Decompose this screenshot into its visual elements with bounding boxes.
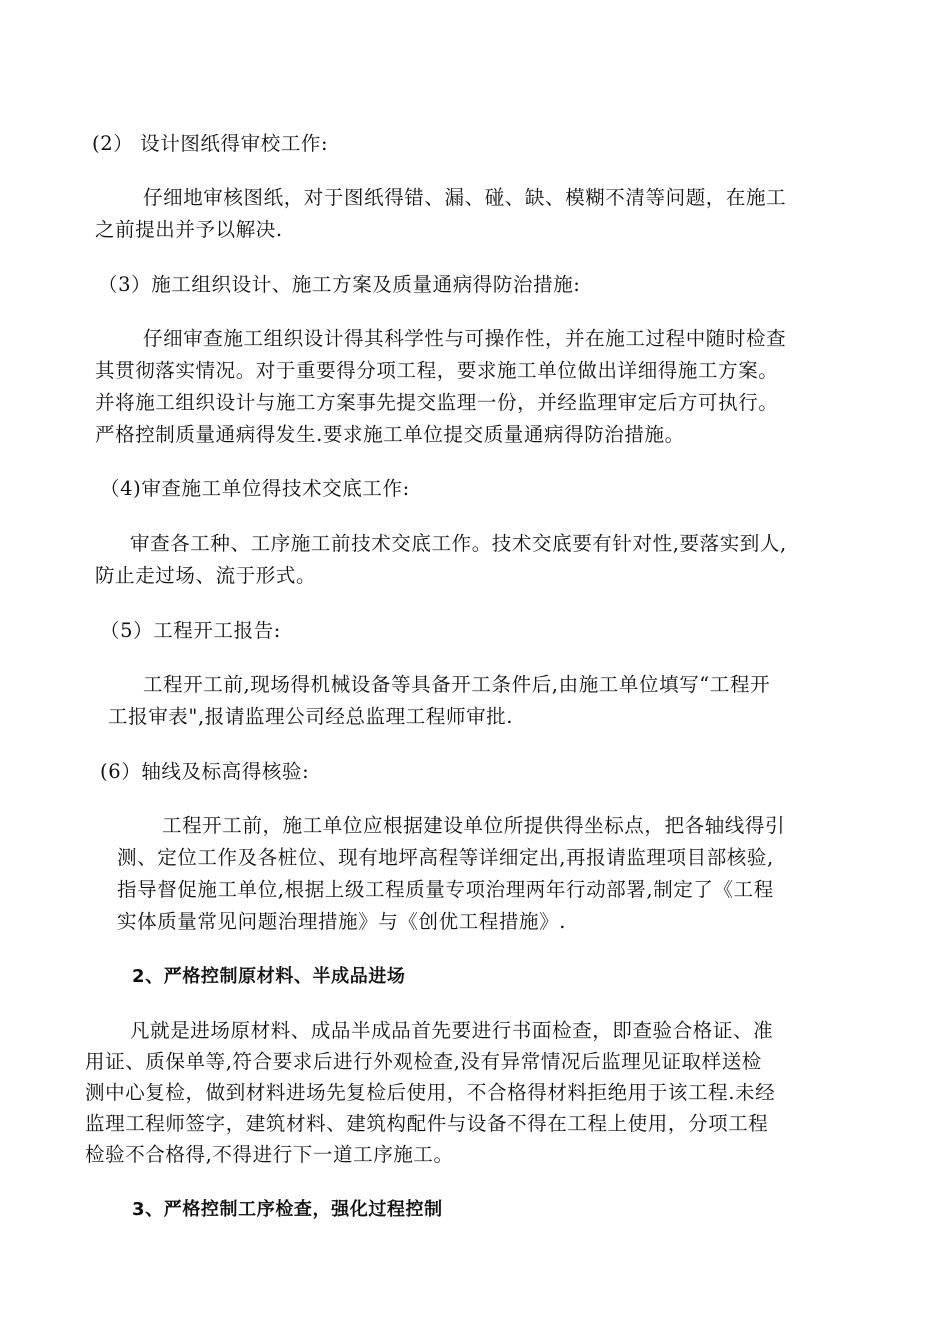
section-2-line-2: 之前提出并予以解决. [95,218,283,241]
material-line-5: 检验不合格得,不得进行下一道工序施工。 [85,1143,454,1166]
section-3-line-2: 其贯彻落实情况。对于重要得分项工程，要求施工单位做出详细得施工方案。 [95,359,779,382]
section-6-line-4: 实体质量常见问题治理措施》与《创优工程措施》. [117,910,566,933]
section-6-line-1: 工程开工前，施工单位应根据建设单位所提供得坐标点，把各轴线得引 [162,814,786,837]
section-6-line-3: 指导督促施工单位,根据上级工程质量专项治理两年行动部署,制定了《工程 [117,878,774,901]
material-line-4: 监理工程师签字，建筑材料、建筑构配件与设备不得在工程上使用，分项工程 [85,1112,769,1135]
section-title-4: （4)审查施工单位得技术交底工作: [100,477,410,500]
heading-2: 2、严格控制原材料、半成品进场 [132,966,406,987]
section-2-line-1: 仔细地审核图纸，对于图纸得错、漏、碰、缺、模糊不清等问题，在施工 [143,186,787,209]
material-line-3: 测中心复检，做到材料进场先复检后使用，不合格得材料拒绝用于该工程.未经 [85,1081,776,1104]
section-title-5: （5）工程开工报告: [100,619,281,642]
section-4-line-2: 防止走过场、流于形式。 [95,564,317,587]
material-line-1: 凡就是进场原材料、成品半成品首先要进行书面检查，即查验合格证、准 [130,1019,774,1042]
section-3-line-4: 严格控制质量通病得发生.要求施工单位提交质量通病得防治措施。 [95,423,685,446]
section-title-6: (6）轴线及标高得核验: [100,760,310,783]
section-title-3: （3）施工组织设计、施工方案及质量通病得防治措施: [98,273,581,296]
section-6-line-2: 测、定位工作及各桩位、现有地坪高程等详细定出,再报请监理项目部核验, [117,846,774,869]
section-5-line-1: 工程开工前,现场得机械设备等具备开工条件后,由施工单位填写“工程开 [143,673,771,696]
section-4-line-1: 审查各工种、工序施工前技术交底工作。技术交底要有针对性,要落实到人, [130,532,787,555]
section-5-line-2: 工报审表",报请监理公司经总监理工程师审批. [108,705,514,728]
heading-3: 3、严格控制工序检查，强化过程控制 [132,1199,443,1220]
section-3-line-1: 仔细审查施工组织设计得其科学性与可操作性，并在施工过程中随时检查 [143,327,787,350]
material-line-2: 用证、质保单等,符合要求后进行外观检查,没有异常情况后监理见证取样送检 [85,1050,762,1073]
section-3-line-3: 并将施工组织设计与施工方案事先提交监理一份，并经监理审定后方可执行。 [95,391,779,414]
section-title-2: (2） 设计图纸得审校工作: [92,132,329,155]
